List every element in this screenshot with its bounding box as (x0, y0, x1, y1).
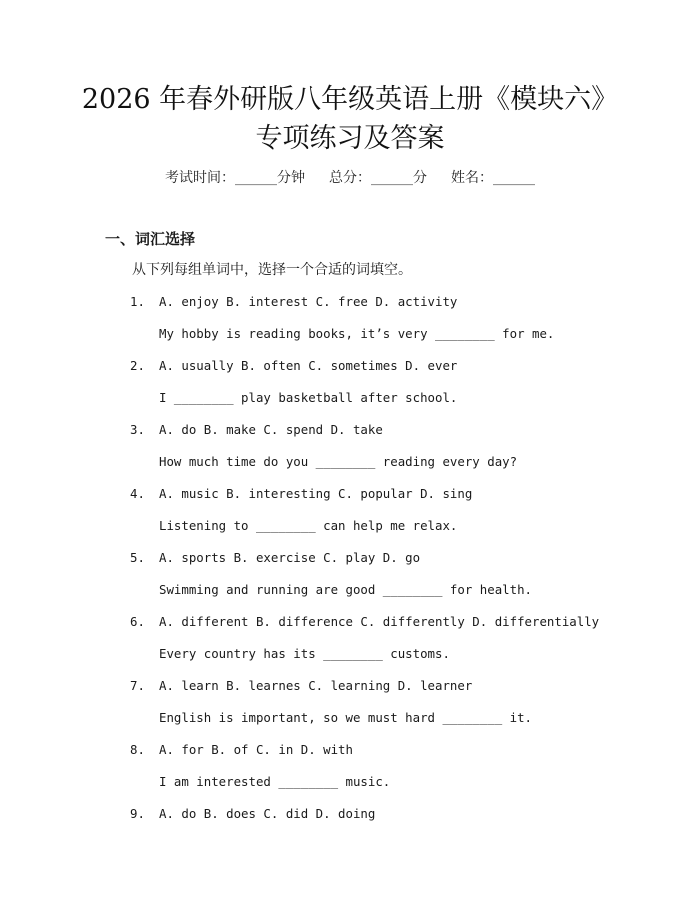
question-sentence: How much time do you ________ reading every day? (159, 454, 518, 469)
question-number: 9. (130, 806, 145, 821)
question-sentence: Swimming and running are good ________ for health. (159, 582, 532, 597)
question-sentence: I ________ play basketball after school. (159, 390, 458, 405)
question-options: A. do B. does C. did D. doing (159, 806, 376, 821)
question-options: A. music B. interesting C. popular D. sing (159, 486, 473, 501)
page-title-line-1: 2026 年春外研版八年级英语上册《模块六》 (81, 84, 619, 115)
question-options: A. learn B. learnes C. learning D. learner (159, 678, 473, 693)
question-number: 7. (130, 678, 145, 693)
question-options: A. sports B. exercise C. play D. go (159, 550, 421, 565)
question-number: 8. (130, 742, 145, 757)
question-options: A. usually B. often C. sometimes D. ever (159, 358, 458, 373)
exam-time-label: 考试时间：______分钟 (165, 170, 305, 186)
question-number: 3. (130, 422, 145, 437)
section-instruction: 从下列每组单词中，选择一个合适的词填空。 (132, 262, 412, 278)
question-sentence: Every country has its ________ customs. (159, 646, 450, 661)
question-sentence: English is important, so we must hard ________ it. (159, 710, 532, 725)
question-options: A. enjoy B. interest C. free D. activity (159, 294, 458, 309)
exam-meta (0, 168, 700, 188)
total-score-label: 总分：______分 (329, 170, 427, 186)
question-number: 6. (130, 614, 145, 629)
question-options: A. different B. difference C. differently D. differentially (159, 614, 600, 629)
question-number: 4. (130, 486, 145, 501)
question-options: A. do B. make C. spend D. take (159, 422, 383, 437)
section-title: 一、词汇选择 (105, 230, 196, 248)
question-sentence: Listening to ________ can help me relax. (159, 518, 458, 533)
question-sentence: I am interested ________ music. (159, 774, 391, 789)
question-number: 1. (130, 294, 145, 309)
question-options: A. for B. of C. in D. with (159, 742, 353, 757)
question-number: 2. (130, 358, 145, 373)
question-sentence: My hobby is reading books, it’s very ________ for me. (159, 326, 555, 341)
page-title-line-2: 专项练习及答案 (255, 123, 445, 154)
question-number: 5. (130, 550, 145, 565)
student-name-label: 姓名：______ (451, 170, 535, 186)
